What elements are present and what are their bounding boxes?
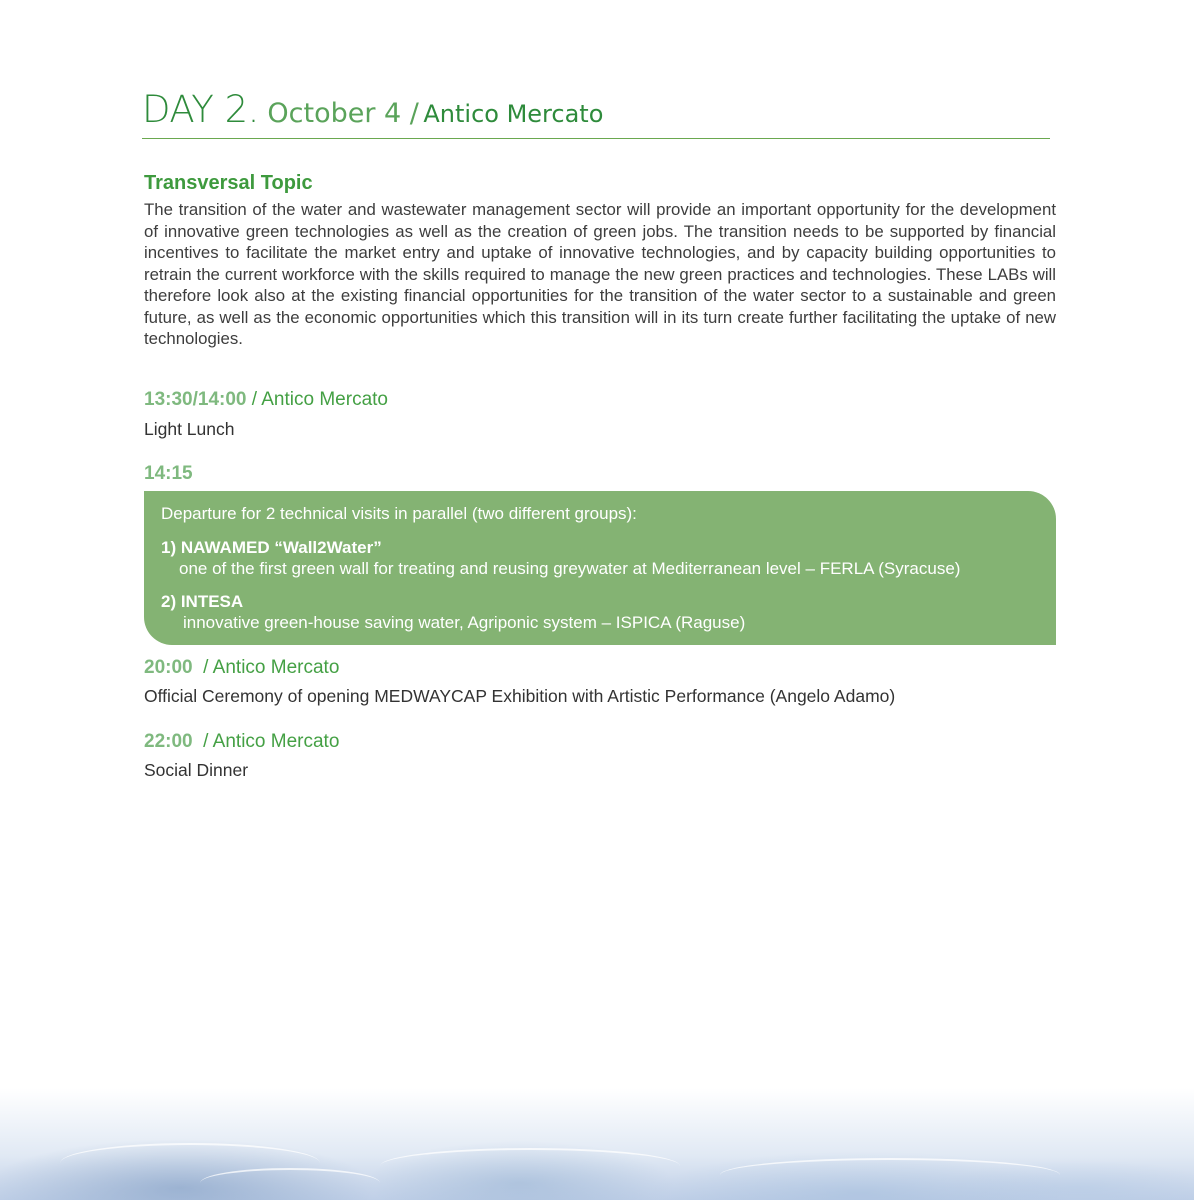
lunch-time-heading [144,389,388,411]
dinner-time: 22:00 [144,731,193,752]
visit-2-title: 2) INTESA [161,592,244,611]
dinner-description: Social Dinner [144,760,249,780]
lunch-place: / Antico Mercato [246,389,388,410]
ceremony-description: Official Ceremony of opening MEDWAYCAP Exhibition with Artistic Performance (Angelo Adamo) [144,686,896,706]
water-ripple [380,1148,680,1184]
ceremony-place: / Antico Mercato [192,657,340,678]
visits-intro: Departure for 2 technical visits in parallel (two different groups): [161,504,637,523]
lunch-time: 13:30/14:00 [144,389,247,410]
date-label: October 4 / [267,98,419,129]
water-splash-decoration [0,1088,1194,1200]
lunch-description: Light Lunch [144,419,235,439]
topic-body: The transition of the water and wastewater management sector will provide an important opportunity for the development of innovative green technologies as well as the creation of green jobs. The transition needs to be supported by financial incentives to facilitate the market entry and uptake of innovative technologies, and by capacity building opportunities to retrain the current workforce with the skills required to manage the new green practices and technologies. These LABs will therefore look also at the existing financial opportunities for the transition of the water sector to a sustainable and green future, as well as the economic opportunities which this transition will in its turn create further facilitating the uptake of new technologies. [144,200,1056,348]
visits-time: 14:15 [144,463,193,484]
dinner-place: / Antico Mercato [192,731,340,752]
page-header [142,88,1050,139]
technical-visits-box [144,491,1056,645]
visits-time-heading [144,463,193,485]
topic-title: Transversal Topic [144,172,313,194]
ceremony-time: 20:00 [144,657,193,678]
venue-label: Antico Mercato [423,100,604,128]
visit-2-description: innovative green-house saving water, Agriponic system – ISPICA (Raguse) [183,613,746,632]
day-label: DAY 2. [142,88,259,131]
visit-1-description: one of the first green wall for treating and reusing greywater at Mediterranean level – FERLA (Syracuse) [179,559,961,578]
dinner-time-heading [144,731,339,753]
visit-1-title: 1) NAWAMED “Wall2Water” [161,538,382,557]
water-ripple [720,1158,1060,1192]
water-ripple [200,1168,380,1198]
ceremony-time-heading [144,657,339,679]
